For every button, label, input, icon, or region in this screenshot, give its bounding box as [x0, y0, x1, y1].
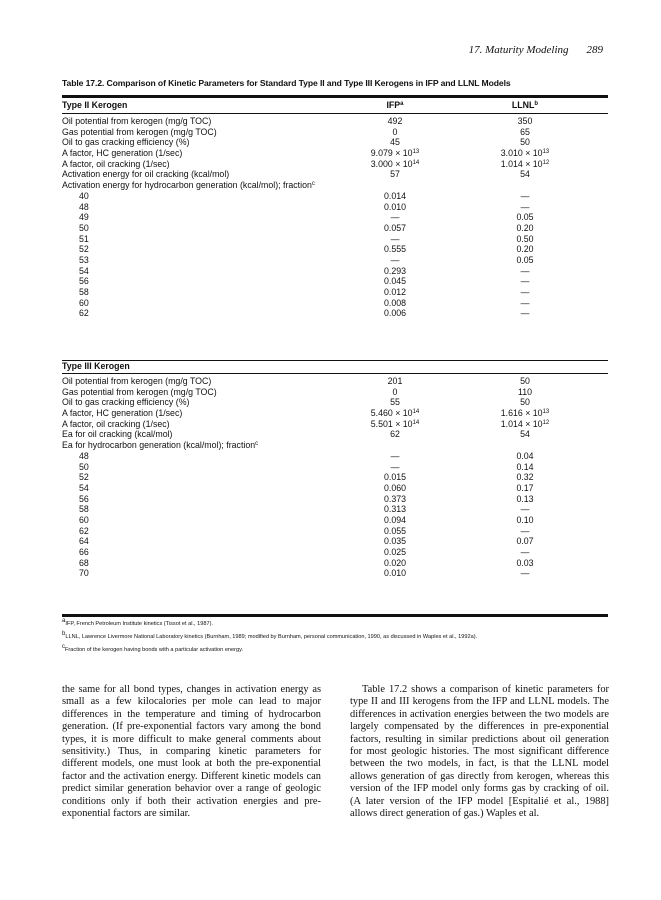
table-row — [62, 419, 608, 430]
table-row — [62, 429, 608, 440]
ifp-fraction: 0.045 — [383, 276, 406, 287]
activation-energy: 53 — [79, 254, 89, 265]
ifp-fraction: 0.015 — [383, 472, 406, 483]
type3-header-rule — [62, 373, 608, 374]
llnl-value: 350 — [517, 116, 533, 126]
row-label: Activation energy for oil cracking (kcal/mol) — [62, 169, 230, 180]
ifp-value: 0 — [392, 126, 398, 137]
llnl-value: 54 — [520, 169, 530, 180]
fraction-row — [62, 212, 608, 223]
llnl-fraction: — — [520, 297, 530, 308]
activation-energy: 51 — [79, 233, 89, 244]
fraction-row — [62, 483, 608, 494]
activation-energy: 58 — [79, 504, 89, 515]
llnl-value: 50 — [520, 137, 530, 148]
ifp-value: 57 — [390, 169, 400, 180]
fraction-row — [62, 223, 608, 234]
ifp-value: 0 — [392, 386, 398, 397]
llnl-fraction: 0.13 — [516, 493, 534, 504]
row-label: A factor, oil cracking (1/sec) — [62, 418, 170, 429]
col-header-ifp: IFP$^a$ — [386, 100, 404, 110]
fraction-row — [62, 202, 608, 213]
activation-energy: 50 — [79, 461, 89, 472]
fraction-row — [62, 276, 608, 287]
ifp-fraction: 0.373 — [383, 493, 406, 504]
activation-energy: 56 — [79, 276, 89, 287]
ifp-value: $3.000 \times 10^{14}$ — [370, 158, 420, 169]
row-label: Gas potential from kerogen (mg/g TOC) — [62, 386, 217, 397]
type2-title: Type II Kerogen — [62, 100, 128, 110]
left-paragraph: the same for all bond types, changes in activation energy as small as a few kilocalories per mole can lead to major differences in the temperature and timing of hydrocarbon generation. (If pre-exponential factors vary among the bond types, it is more difficult to make general comments about sensitivity.) Thus, in comparing kinetic parameters for different models, one must look at both the pre-exponential factor and the activation energy. Different kinetic models can predict similar generation behavior over a range of geologic conditions only if both their activation energies and pre-exponential factors are similar. — [62, 684, 321, 820]
llnl-fraction: — — [520, 265, 530, 276]
llnl-fraction: — — [520, 287, 530, 297]
activation-energy: 54 — [79, 265, 89, 276]
ifp-fraction: 0.057 — [383, 222, 406, 233]
fraction-row — [62, 255, 608, 266]
ifp-fraction: — — [390, 450, 400, 461]
fraction-row — [62, 494, 608, 505]
ifp-value: 45 — [390, 137, 400, 148]
llnl-fraction: 0.07 — [516, 536, 534, 547]
footnote-a: $^a$IFP, French Petroleum Institute kinetics (Tissot et al., 1987). — [62, 618, 214, 627]
row-label: Oil potential from kerogen (mg/g TOC) — [62, 376, 212, 386]
llnl-fraction: — — [520, 201, 530, 212]
llnl-fraction: 0.04 — [516, 450, 534, 461]
fraction-row — [62, 515, 608, 526]
ifp-fraction: 0.008 — [383, 297, 406, 308]
ifp-value: 62 — [390, 429, 400, 440]
right-paragraph: Table 17.2 shows a comparison of kinetic parameters for type II and III kerogens from the IFP and LLNL models. The differences in activation energies between the two models are largely compensated by the differences in pre-exponential factors, resulting in similar predictions about oil generation for most geologic histories. The most significant difference between the two models, in fact, is that the LLNL model allows generation of gas directly from kerogen, whereas this version of the IFP model only forms gas by cracking of oil. (A later version of the IFP model [Espitalié et al., 1988] allows direct generation of gas.) Waples et al. — [350, 684, 609, 820]
ifp-fraction: 0.014 — [383, 190, 406, 201]
type2-table-body — [62, 116, 608, 319]
llnl-fraction: 0.20 — [516, 222, 534, 233]
llnl-fraction: — — [520, 568, 530, 579]
ifp-fraction: 0.060 — [383, 482, 406, 493]
ifp-fraction: 0.025 — [383, 547, 406, 557]
ifp-fraction: 0.020 — [383, 557, 406, 568]
body-column-right — [350, 684, 609, 820]
type3-table-body — [62, 376, 608, 579]
fraction-row — [62, 191, 608, 202]
llnl-value: $1.616 \times 10^{13}$ — [500, 408, 550, 419]
table-row — [62, 127, 608, 138]
header-rule — [62, 113, 608, 114]
fraction-label-row — [62, 440, 608, 451]
activation-energy: 54 — [79, 482, 89, 493]
body-column-left — [62, 684, 321, 820]
table-row — [62, 116, 608, 127]
table-row — [62, 408, 608, 419]
fraction-row — [62, 536, 608, 547]
row-label: Ea for oil cracking (kcal/mol) — [62, 429, 173, 440]
llnl-value: 54 — [520, 429, 530, 440]
fraction-row — [62, 451, 608, 462]
table-caption: Table 17.2. Comparison of Kinetic Parameters for Standard Type II and Type III Kerogens in IFP and LLNL Models — [62, 78, 511, 88]
row-label: Oil potential from kerogen (mg/g TOC) — [62, 116, 212, 126]
llnl-value: 50 — [520, 376, 530, 386]
llnl-fraction: 0.05 — [516, 212, 534, 223]
ifp-value: 201 — [387, 376, 403, 386]
running-head — [469, 44, 603, 56]
activation-energy: 60 — [79, 297, 89, 308]
llnl-fraction: 0.10 — [516, 514, 534, 525]
fraction-row — [62, 526, 608, 537]
row-label: Oil to gas cracking efficiency (%) — [62, 137, 190, 148]
table-row — [62, 397, 608, 408]
footnote-b: $^b$LLNL, Lawrence Livermore National Laboratory kinetics (Burnham, 1989; modified by Burnham, personal communication, 1990, as discussed in Waples et al., 1992a). — [62, 631, 478, 640]
llnl-fraction: — — [520, 547, 530, 557]
row-label: A factor, HC generation (1/sec) — [62, 408, 183, 419]
ifp-fraction: — — [390, 461, 400, 472]
table-row — [62, 387, 608, 398]
ifp-fraction: 0.006 — [383, 308, 406, 319]
ifp-fraction: — — [390, 212, 400, 223]
ifp-value: 492 — [387, 116, 403, 126]
table-row — [62, 376, 608, 387]
type3-title: Type III Kerogen — [62, 361, 130, 371]
row-label: A factor, HC generation (1/sec) — [62, 148, 183, 159]
llnl-value: 110 — [517, 386, 533, 397]
ifp-fraction: 0.293 — [383, 265, 406, 276]
ifp-value: $5.460 \times 10^{14}$ — [370, 408, 420, 419]
fraction-row — [62, 266, 608, 277]
activation-energy: 50 — [79, 222, 89, 233]
row-label: A factor, oil cracking (1/sec) — [62, 158, 170, 169]
activation-energy: 66 — [79, 547, 89, 557]
llnl-value: 65 — [520, 126, 530, 137]
activation-energy: 68 — [79, 557, 89, 568]
fraction-row — [62, 504, 608, 515]
activation-energy: 49 — [79, 212, 89, 223]
activation-energy: 64 — [79, 536, 89, 547]
llnl-fraction: 0.17 — [516, 482, 534, 493]
llnl-fraction: 0.14 — [516, 461, 534, 472]
fraction-row — [62, 462, 608, 473]
fraction-row — [62, 558, 608, 569]
activation-energy: 48 — [79, 201, 89, 212]
llnl-fraction: 0.50 — [516, 233, 534, 244]
fraction-label: Ea for hydrocarbon generation (kcal/mol); fraction$^c$ — [62, 440, 259, 451]
ifp-fraction: 0.555 — [383, 244, 406, 255]
fraction-row — [62, 244, 608, 255]
table-row — [62, 159, 608, 170]
row-label: Oil to gas cracking efficiency (%) — [62, 397, 190, 408]
fraction-row — [62, 287, 608, 298]
fraction-row — [62, 298, 608, 309]
table-row — [62, 148, 608, 159]
activation-energy: 48 — [79, 450, 89, 461]
ifp-value: $5.501 \times 10^{14}$ — [370, 418, 420, 429]
fraction-row — [62, 472, 608, 483]
fraction-row — [62, 308, 608, 319]
ifp-fraction: — — [390, 254, 400, 265]
activation-energy: 58 — [79, 287, 89, 297]
activation-energy: 70 — [79, 568, 89, 579]
activation-energy: 56 — [79, 493, 89, 504]
activation-energy: 62 — [79, 525, 89, 536]
llnl-fraction: 0.05 — [516, 254, 534, 265]
type2-header — [62, 100, 608, 111]
llnl-fraction: — — [520, 525, 530, 536]
footnote-c: $^c$Fraction of the kerogen having bonds with a particular activation energy. — [62, 644, 244, 653]
ifp-fraction: 0.035 — [383, 536, 406, 547]
llnl-fraction: 0.32 — [516, 472, 534, 483]
fraction-row — [62, 547, 608, 558]
table-row — [62, 169, 608, 180]
table-row — [62, 137, 608, 148]
llnl-fraction: 0.03 — [516, 557, 534, 568]
table-bottom-rule — [62, 614, 608, 617]
llnl-fraction: — — [520, 308, 530, 319]
activation-energy: 52 — [79, 244, 89, 255]
llnl-value: $3.010 \times 10^{13}$ — [500, 148, 550, 159]
table-top-rule — [62, 95, 608, 98]
ifp-fraction: 0.094 — [383, 514, 406, 525]
ifp-fraction: 0.010 — [383, 201, 406, 212]
fraction-row — [62, 568, 608, 579]
ifp-value: $9.079 \times 10^{13}$ — [370, 148, 420, 159]
row-label: Gas potential from kerogen (mg/g TOC) — [62, 126, 217, 137]
fraction-row — [62, 234, 608, 245]
running-title: 17. Maturity Modeling — [468, 44, 569, 56]
llnl-fraction: — — [520, 276, 530, 287]
llnl-value: $1.014 \times 10^{12}$ — [500, 418, 550, 429]
ifp-fraction: 0.313 — [383, 504, 406, 515]
ifp-fraction: — — [390, 233, 400, 244]
ifp-fraction: 0.010 — [383, 568, 406, 579]
page-number: 289 — [586, 44, 603, 56]
ifp-fraction: 0.012 — [383, 287, 406, 297]
activation-energy: 60 — [79, 514, 89, 525]
llnl-fraction: — — [520, 190, 530, 201]
llnl-fraction: 0.20 — [516, 244, 534, 255]
llnl-value: $1.014 \times 10^{12}$ — [500, 158, 550, 169]
ifp-value: 55 — [390, 397, 400, 408]
col-header-llnl: LLNL$^b$ — [511, 100, 539, 110]
type3-header — [62, 361, 608, 372]
fraction-label: Activation energy for hydrocarbon generation (kcal/mol); fraction$^c$ — [62, 180, 315, 191]
llnl-value: 50 — [520, 397, 530, 408]
activation-energy: 62 — [79, 308, 89, 319]
fraction-label-row — [62, 180, 608, 191]
activation-energy: 40 — [79, 190, 89, 201]
activation-energy: 52 — [79, 472, 89, 483]
ifp-fraction: 0.055 — [383, 525, 406, 536]
llnl-fraction: — — [520, 504, 530, 515]
